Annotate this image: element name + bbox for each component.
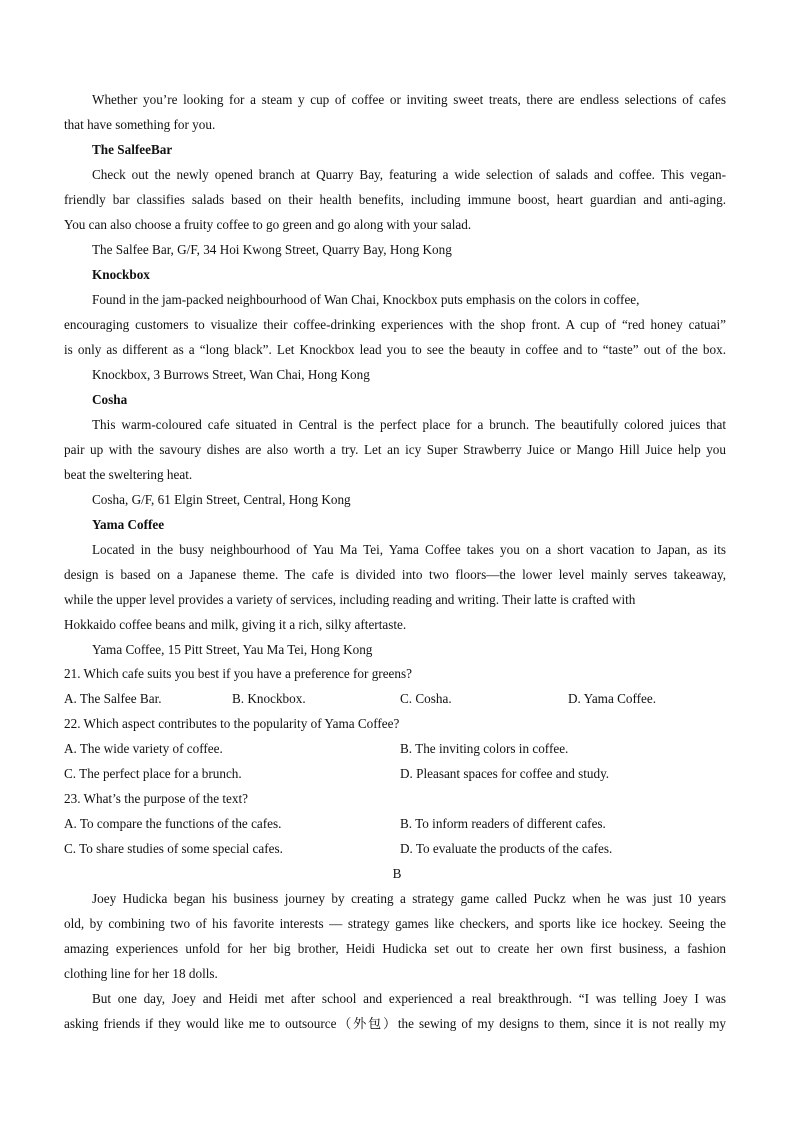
answer-option: B. The inviting colors in coffee.: [400, 741, 569, 756]
question-stem: 23. What’s the purpose of the text?: [64, 791, 248, 806]
cafe-desc-line: friendly bar classifies salads based on their health benefits, including immune boost, heart guardian and anti-aging.: [64, 192, 726, 207]
cafe-address: Knockbox, 3 Burrows Street, Wan Chai, Hong Kong: [92, 367, 370, 382]
cafe-desc-line: Found in the jam-packed neighbourhood of Wan Chai, Knockbox puts emphasis on the colors in coffee,: [92, 292, 640, 307]
cafe-desc-line: encouraging customers to visualize their coffee-drinking experiences with the shop front. A cup of “red honey catuai”: [64, 317, 726, 332]
passage-line: amazing experiences unfold for her big brother, Heidi Hudicka set out to create her own first business, a fashion: [64, 941, 726, 956]
cafe-desc-line: Located in the busy neighbourhood of Yau Ma Tei, Yama Coffee takes you on a short vacation to Japan, as its: [92, 542, 726, 557]
passage-line: Joey Hudicka began his business journey by creating a strategy game called Puckz when he was just 10 years: [92, 891, 726, 906]
cafe-heading: Knockbox: [92, 267, 150, 282]
cafe-desc-line: Hokkaido coffee beans and milk, giving it a rich, silky aftertaste.: [64, 617, 407, 632]
answer-option: A. To compare the functions of the cafes.: [64, 816, 282, 831]
intro-line: that have something for you.: [64, 117, 216, 132]
answer-option: D. To evaluate the products of the cafes.: [400, 841, 613, 856]
cafe-desc-line: You can also choose a fruity coffee to go green and go along with your salad.: [64, 217, 472, 232]
cafe-heading: The SalfeeBar: [92, 142, 173, 157]
question-stem: 22. Which aspect contributes to the popularity of Yama Coffee?: [64, 716, 400, 731]
question-stem: 21. Which cafe suits you best if you have a preference for greens?: [64, 666, 412, 681]
cafe-address: The Salfee Bar, G/F, 34 Hoi Kwong Street, Quarry Bay, Hong Kong: [92, 242, 452, 257]
passage-line: asking friends if they would like me to outsource（外包）the sewing of my designs to them, since it is not really my: [64, 1016, 726, 1031]
answer-option: C. Cosha.: [400, 691, 452, 706]
answer-option: D. Pleasant spaces for coffee and study.: [400, 766, 610, 781]
intro-line: Whether you’re looking for a steam y cup of coffee or inviting sweet treats, there are endless selections of cafes: [92, 92, 726, 107]
cafe-desc-line: pair up with the savoury dishes are also worth a try. Let an icy Super Strawberry Juice or Mango Hill Juice help you: [64, 442, 726, 457]
cafe-desc-line: is only as different as a “long black”. Let Knockbox lead you to see the beauty in coffee and to “taste” out of the box.: [64, 342, 726, 357]
section-label: B: [392, 866, 402, 881]
passage-line: But one day, Joey and Heidi met after school and experienced a real breakthrough. “I was telling Joey I was: [92, 991, 726, 1006]
passage-line: old, by combining two of his favorite interests — strategy games like checkers, and sports like ice hockey. Seeing the: [64, 916, 726, 931]
cafe-address: Cosha, G/F, 61 Elgin Street, Central, Hong Kong: [92, 492, 351, 507]
answer-option: C. The perfect place for a brunch.: [64, 766, 242, 781]
answer-option: C. To share studies of some special cafes.: [64, 841, 283, 856]
cafe-desc-line: beat the sweltering heat.: [64, 467, 193, 482]
cafe-desc-line: Check out the newly opened branch at Quarry Bay, featuring a wide selection of salads and coffee. This vegan-: [92, 167, 726, 182]
cafe-desc-line: design is based on a Japanese theme. The cafe is divided into two floors—the lower level mainly serves takeaway,: [64, 567, 726, 582]
cafe-desc-line: This warm-coloured cafe situated in Central is the perfect place for a brunch. The beautifully colored juices that: [92, 417, 726, 432]
answer-option: D. Yama Coffee.: [568, 691, 657, 706]
answer-option: A. The wide variety of coffee.: [64, 741, 223, 756]
answer-option: B. Knockbox.: [232, 691, 306, 706]
answer-option: A. The Salfee Bar.: [64, 691, 162, 706]
passage-line: clothing line for her 18 dolls.: [64, 966, 218, 981]
cafe-desc-line: while the upper level provides a variety of services, including reading and writing. Their latte is crafted with: [64, 592, 636, 607]
answer-option: B. To inform readers of different cafes.: [400, 816, 606, 831]
cafe-heading: Yama Coffee: [92, 517, 165, 532]
cafe-address: Yama Coffee, 15 Pitt Street, Yau Ma Tei, Hong Kong: [92, 642, 373, 657]
cafe-heading: Cosha: [92, 392, 128, 407]
